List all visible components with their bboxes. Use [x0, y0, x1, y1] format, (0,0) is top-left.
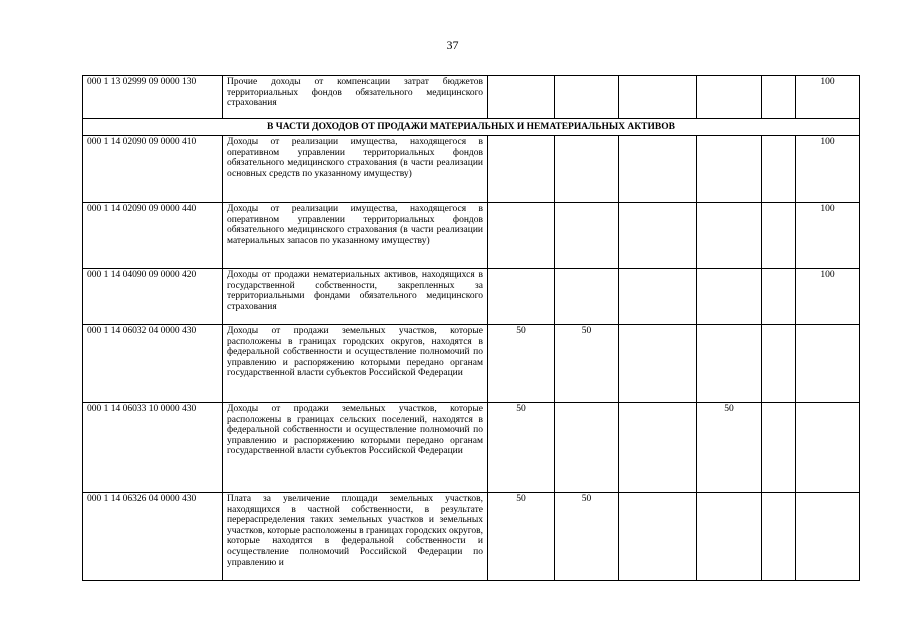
classification-code: 000 1 14 06032 04 0000 430: [83, 325, 223, 403]
value-cell: 50: [697, 403, 762, 493]
value-cell: 50: [488, 493, 555, 581]
value-cell: [762, 203, 796, 269]
value-cell: [796, 493, 860, 581]
value-cell: 50: [555, 493, 619, 581]
value-cell: [697, 136, 762, 203]
value-cell: [762, 325, 796, 403]
value-cell: [697, 76, 762, 119]
table-row: [83, 493, 860, 581]
value-cell: [762, 76, 796, 119]
income-description: Доходы от продажи земельных участков, которые расположены в границах городских округов, находятся в федеральной собственности и осуществление полномочий по управлению и распоряжению которыми передано органам государственной власти субъектов Российской Федерации: [223, 325, 488, 403]
value-cell: [697, 493, 762, 581]
value-cell: 100: [796, 203, 860, 269]
budget-classification-table: [82, 75, 860, 581]
section-heading-row: [83, 119, 860, 136]
income-description: Прочие доходы от компенсации затрат бюджетов территориальных фондов обязательного медицинского страхования: [223, 76, 488, 119]
value-cell: 50: [488, 325, 555, 403]
value-cell: [762, 403, 796, 493]
value-cell: [762, 136, 796, 203]
classification-code: 000 1 14 06033 10 0000 430: [83, 403, 223, 493]
value-cell: [488, 136, 555, 203]
income-description: Доходы от реализации имущества, находящегося в оперативном управлении территориальных фондов обязательного медицинского страхования (в части реализации основных средств по указанному имуществу): [223, 136, 488, 203]
value-cell: [762, 493, 796, 581]
value-cell: [619, 269, 697, 325]
value-cell: [796, 403, 860, 493]
value-cell: [619, 325, 697, 403]
value-cell: [555, 403, 619, 493]
table-row: [83, 325, 860, 403]
value-cell: 100: [796, 136, 860, 203]
classification-code: 000 1 14 06326 04 0000 430: [83, 493, 223, 581]
value-cell: [697, 203, 762, 269]
value-cell: [697, 325, 762, 403]
section-heading: В ЧАСТИ ДОХОДОВ ОТ ПРОДАЖИ МАТЕРИАЛЬНЫХ И НЕМАТЕРИАЛЬНЫХ АКТИВОВ: [83, 119, 860, 136]
value-cell: [488, 203, 555, 269]
table-row: [83, 403, 860, 493]
value-cell: [488, 269, 555, 325]
value-cell: [619, 493, 697, 581]
table-row: [83, 203, 860, 269]
value-cell: [619, 136, 697, 203]
classification-code: 000 1 14 04090 09 0000 420: [83, 269, 223, 325]
table-row: [83, 269, 860, 325]
value-cell: [619, 403, 697, 493]
classification-code: 000 1 14 02090 09 0000 410: [83, 136, 223, 203]
value-cell: [555, 76, 619, 119]
table-row: [83, 136, 860, 203]
value-cell: [762, 269, 796, 325]
value-cell: [697, 269, 762, 325]
value-cell: [488, 76, 555, 119]
income-description: Плата за увеличение площади земельных участков, находящихся в частной собственности, в результате перераспределения таких земельных участков и земельных участков, которые расположены в границах городских округов, которые находятся в федеральной собственности и осуществление полномочий Российской Федерации по управлению и: [223, 493, 488, 581]
value-cell: [555, 269, 619, 325]
value-cell: [619, 76, 697, 119]
value-cell: [796, 325, 860, 403]
classification-code: 000 1 13 02999 09 0000 130: [83, 76, 223, 119]
value-cell: [555, 203, 619, 269]
classification-code: 000 1 14 02090 09 0000 440: [83, 203, 223, 269]
income-description: Доходы от реализации имущества, находящегося в оперативном управлении территориальных фондов обязательного медицинского страхования (в части реализации материальных запасов по указанному имуществу): [223, 203, 488, 269]
value-cell: 50: [488, 403, 555, 493]
value-cell: [619, 203, 697, 269]
value-cell: 100: [796, 76, 860, 119]
value-cell: [555, 136, 619, 203]
value-cell: 100: [796, 269, 860, 325]
income-description: Доходы от продажи нематериальных активов, находящихся в государственной собственности, закрепленных за территориальными фондами обязательного медицинского страхования: [223, 269, 488, 325]
table-row: [83, 76, 860, 119]
page-number: 37: [446, 38, 459, 52]
value-cell: 50: [555, 325, 619, 403]
income-description: Доходы от продажи земельных участков, которые расположены в границах сельских поселений, находятся в федеральной собственности и осуществление полномочий по управлению и распоряжению которыми передано органам государственной власти субъектов Российской Федерации: [223, 403, 488, 493]
